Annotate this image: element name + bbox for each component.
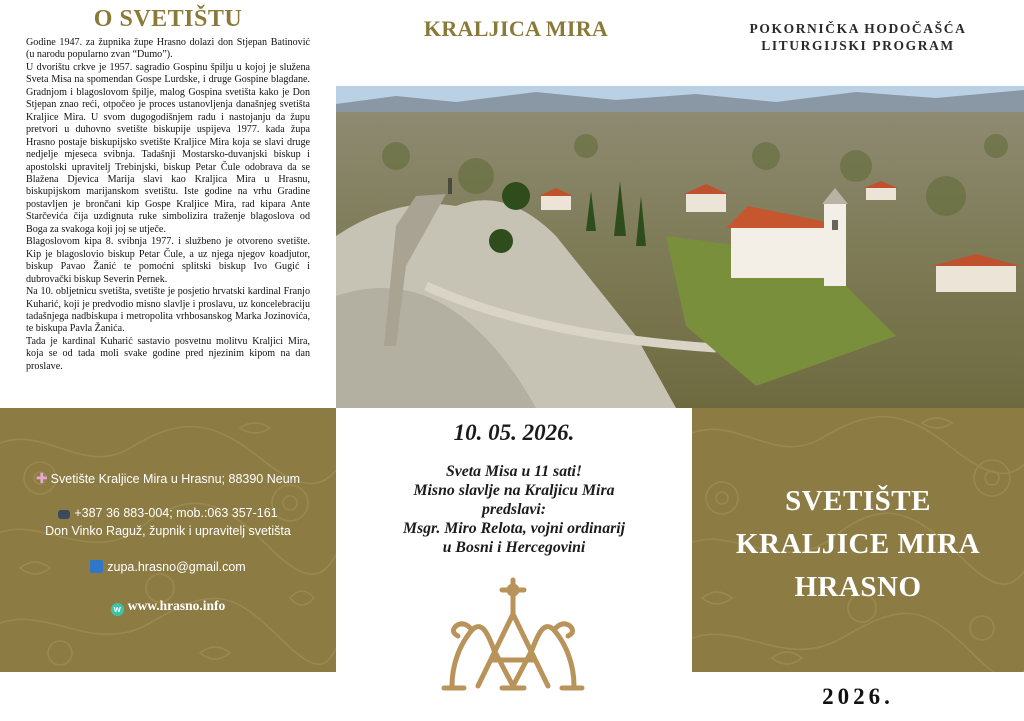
about-title: O SVETIŠTU — [93, 6, 243, 32]
shrine-title-line1: SVETIŠTE — [785, 485, 931, 517]
cross-icon: ✚ — [35, 470, 48, 486]
email-icon — [90, 560, 103, 573]
priest-text: Don Vinko Raguž, župnik i upravitelj svetišta — [45, 524, 291, 538]
right-header-line2: LITURGIJSKI PROGRAM — [761, 38, 955, 53]
marian-monogram-icon — [438, 574, 588, 702]
shrine-title — [692, 480, 1024, 609]
about-text: Godine 1947. za župnika župe Hrasno dolazi don Stjepan Batinović (u narodu popularno zvan “Dumo”). U dvorištu crkve je 1957. sagradio Gospinu špilju u kojoj je služena Sveta Misa na spomendan Gospe Lurdske, i druge Gospine blagdane. Gradnjom i blagoslovom špilje, malog Gospina svetišta kako je Don Stjepan znao reći, otpočeo je proces ustanovljenja današnjeg svetišta Kraljice Mira. U svom dugogodišnjem radu i nastojanju da župu pretvori u duhovno svetište biskupije uspijeva 1977. kada župa Hrasno postaje biskupijsko svetište Kraljice Mira koja se slavi druge nedjelje mjeseca svibnja. Tadašnji Mostarsko-duvanjski biskup i apostolski upravitelj Trebinjski, biskup Petar Čule odobrava da se Blažena Djevica Marija slavi kao Kraljica Mira u Hrasnu, biskupijskom marijanskom svetištu. Iste godine na vrhu Gradine postavljen je brončani kip Gospe Kraljice Mira, rad kipara Ante Starčevića čija uzdignuta ruke simbolizira traženje blagoslova od Boga za svakoga koji joj se utječe. Blagoslovom kipa 8. svibnja 1977. i službeno je otvoreno svetište. Kip je blagoslovio biskup Petar Čule, a uz njega njegov koadjutor, biskup Pavao Žanić te pomoćni splitski biskup Ivo Gugić i dubrovački biskup Severin Pernek. Na 10. obljetnicu svetišta, svetište je posjetio hrvatski kardinal Franjo Kuharić, koji je predvodio misno slavlje i proslavu, uz koncelebraciju tadašnjega nadbiskupa i metropolita vrhbosanskog Marka Jozinovića, te biskupa Pavla Žanića. Tada je kardinal Kuharić sastavio posvetnu molitvu Kraljici Mira, koja se od tada moli svake godine pred njezinim kipom na dan proslave. — [26, 37, 310, 372]
program-line-3: predslavi: — [481, 501, 547, 518]
contact-email — [0, 560, 336, 574]
contact-priest — [0, 524, 336, 538]
contact-phone — [0, 506, 336, 520]
phone-text[interactable]: +387 36 883-004; mob.:063 357-161 — [74, 506, 278, 520]
center-header: KRALJICA MIRA — [423, 16, 609, 41]
program-line-4: Msgr. Miro Relota, vojni ordinarij — [402, 520, 626, 537]
program-line-5: u Bosni i Hercegovini — [442, 539, 586, 556]
event-date: 10. 05. 2026. — [453, 420, 575, 445]
right-header-line1: POKORNIČKA HODOČAŠĆA — [749, 21, 967, 36]
year-label: 2026. — [822, 684, 894, 709]
email-link[interactable]: zupa.hrasno@gmail.com — [107, 560, 246, 574]
shrine-title-line2: KRALJICE MIRA — [735, 528, 981, 560]
contact-panel — [0, 408, 336, 672]
program-line-1: Sveta Misa u 11 sati! — [445, 463, 583, 480]
web-link[interactable]: www.hrasno.info — [127, 598, 226, 613]
floral-ornament-background — [0, 408, 336, 672]
address-text: Svetište Kraljice Mira u Hrasnu; 88390 Neum — [50, 472, 301, 486]
shrine-aerial-photo — [336, 86, 1024, 408]
contact-web — [0, 598, 336, 616]
phone-icon — [58, 510, 70, 519]
about-section — [0, 0, 336, 408]
web-icon: w — [111, 603, 124, 616]
shrine-title-line3: HRASNO — [794, 571, 922, 603]
program-line-2: Misno slavlje na Kraljicu Mira — [413, 482, 615, 499]
contact-address — [0, 470, 336, 487]
event-program — [336, 462, 692, 557]
right-header — [708, 20, 1008, 54]
